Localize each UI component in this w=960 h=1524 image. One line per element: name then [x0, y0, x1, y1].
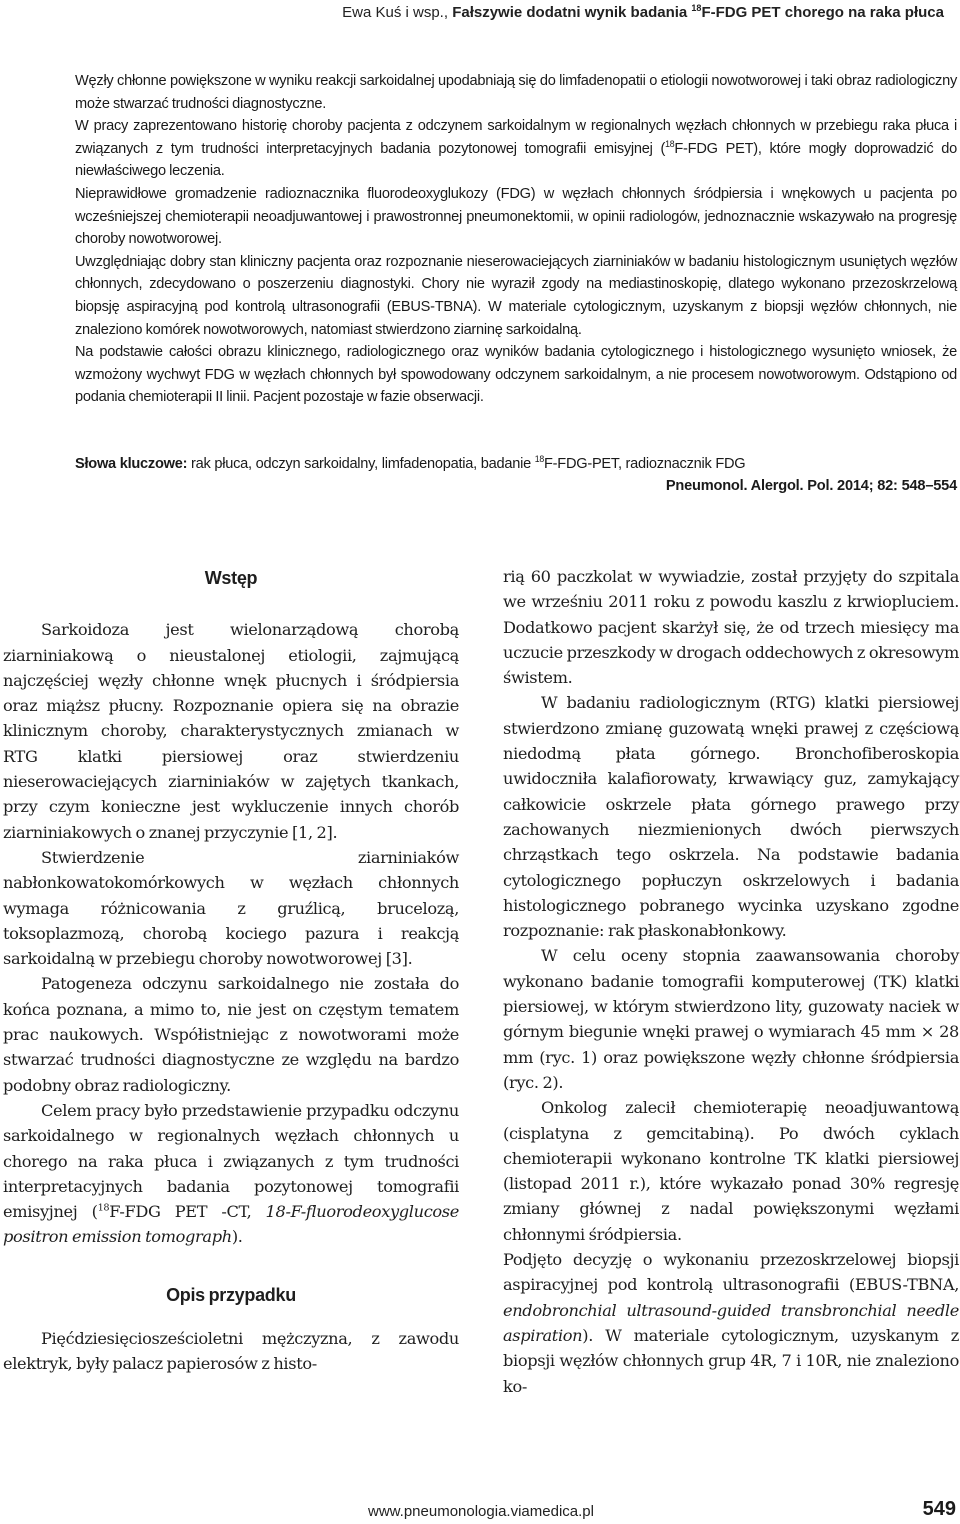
abstract-p2-sup: 18: [665, 138, 675, 149]
keywords-text: rak płuca, odczyn sarkoidalny, limfadenopatia, badanie: [187, 456, 535, 472]
right-paragraph-2: W badaniu radiologicznym (RTG) klatki piersiowej stwierdzono zmianę guzowatą wnęki prawej z częściową niedodmą płata górnego. Bronchofiberoskopia uwidoczniła kalafiorowaty, krwawiący guz, zamykający całkowicie oskrzele płata górnego prawego przy zachowanych niezmienionych dwóch pierwszych chrząstkach tego oskrzela. Na podstawie badania cytologicznego popłuczyn oskrzelowych i badania histologicznego pobranego wycinka uzyskano zgodne rozpoznanie: rak płaskonabłonkowy.: [503, 693, 959, 941]
citation: Pneumonol. Alergol. Pol. 2014; 82: 548–554: [665, 478, 957, 494]
abstract-paragraph-1: Węzły chłonne powiększone w wyniku reakcji sarkoidalnej upodabniają się do limfadenopatii o etiologii nowotworowej i taki obraz radiologiczny może stwarzać trudności diagnostyczne.: [75, 73, 957, 112]
right-p5-italic: endobronchial ultrasound-guided transbronchial needle aspiration: [503, 1300, 959, 1345]
intro-p4-sup: 18: [97, 1202, 110, 1214]
intro-paragraph-3: Patogeneza odczynu sarkoidalnego nie została do końca poznana, a mimo to, nie jest on częstym tematem prac naukowych. Współistniejąc z nowotworami może stwarzać trudności diagnostyczne ze względu na bardzo podobny obraz radiologiczny.: [3, 974, 459, 1095]
title-superscript: 18: [691, 3, 702, 13]
intro-paragraph-2: Stwierdzenie ziarniniaków nabłonkowatokomórkowych w węzłach chłonnych wymaga różnicowania z gruźlicą, brucelozą, toksoplazmozą, chorobą kociego pazura i reakcją sarkoidalną w przebiegu choroby nowotworowej [3].: [3, 847, 459, 969]
right-paragraph-1: rią 60 paczkolat w wywiadzie, został przyjęty do szpitala we wrześniu 2011 roku z powodu kaszlu z krwiopluciem. Dodatkowo pacjent skarżył się, że od trzech miesięcy ma uczucie przeszkody w drogach oddechowych z okresowym świstem.: [503, 567, 959, 688]
keywords-label: Słowa kluczowe:: [75, 456, 188, 472]
abstract-p2-text-end: F-FDG PET), które mogły doprowadzić do niewłaściwego leczenia.: [75, 140, 958, 180]
right-paragraph-4: Onkolog zalecił chemioterapię neoadjuwantową (cisplatyna z gemcitabiną). Po dwóch cyklach chemioterapii wykonano kontrolne TK klatki piersiowej (listopad 2011 r.), które wykazało ponad 30% regresję zmiany głównej z nadal powiększonymi węzłami chłonnymi śródpiersia.: [503, 1098, 959, 1244]
abstract: [75, 70, 957, 409]
intro-paragraph-1: Sarkoidoza jest wielonarządową chorobą ziarniniakową o nieustalonej etiologii, zajmującą najczęściej węzły chłonne wnęk płucnych i śródpiersia oraz miąższ płucny. Rozpoznanie opiera się na obrazie klinicznym choroby, charakterystycznych zmianach w RTG klatki piersiowej oraz stwierdzeniu nieserowaciejących ziarniniaków w zajętych tkankach, przy czym konieczne jest wykluczenie innych chorób ziarniniakowych o znanej przyczynie [1, 2].: [3, 620, 459, 842]
abstract-paragraph-2: [75, 115, 957, 183]
page-number: 549: [922, 1498, 956, 1520]
right-p5-text: Podjęto decyzję o wykonaniu przezoskrzelowej biopsji aspiracyjnej pod kontrolą ultrasonografii (EBUS-TBNA,: [503, 1250, 959, 1295]
footer-url-link[interactable]: www.pneumonologia.viamedica.pl: [368, 1503, 594, 1520]
intro-p4-mid: F-FDG PET -CT,: [109, 1202, 266, 1222]
keywords-sup: 18: [534, 454, 544, 465]
intro-paragraph-4: [3, 1098, 459, 1250]
intro-p4-end: ).: [231, 1227, 243, 1247]
section-heading-case: Opis przypadku: [166, 1284, 296, 1305]
keywords: [75, 453, 957, 475]
article-title: [452, 4, 944, 21]
right-p5-end: ). W materiale cytologicznym, uzyskanym z biopsji węzłów chłonnych grup 4R, 7 i 10R, nie znaleziono ko-: [503, 1325, 959, 1396]
keywords-text-end: F-FDG-PET, radioznacznik FDG: [544, 456, 746, 472]
intro-p4-text: Celem pracy było przedstawienie przypadku odczynu sarkoidalnego w regionalnych węzłach chłonnych u chorego na raka płuca i związanych z tym trudności interpretacyjnych badania pozytonowej tomografii emisyjnej (: [3, 1100, 459, 1222]
abstract-p2-text: W pracy zaprezentowano historię choroby pacjenta z odczynem sarkoidalnym w regionalnych węzłach chłonnych w przebiegu raka płuca i związanych z tym trudności interpretacyjnych badania pozytonowej tomografii emisyjnej (: [75, 118, 957, 157]
abstract-paragraph-3: Nieprawidłowe gromadzenie radioznacznika fluorodeoxyglukozy (FDG) w węzłach chłonnych śródpiersia i wnękowych u pacjenta po wcześniejszej chemioterapii neoadjuwantowej i prawostronnej pneumonektomii, w opinii radiologów, jednoznacznie wskazywało na progresję choroby nowotworowej.: [75, 185, 957, 248]
running-head: [0, 4, 944, 21]
case-paragraph-1: Pięćdziesięciosześcioletni mężczyzna, z zawodu elektryk, były palacz papierosów z histo-: [3, 1329, 459, 1374]
right-column: [503, 564, 959, 1399]
right-paragraph-3: W celu oceny stopnia zaawansowania choroby wykonano badanie tomografii komputerowej (TK) klatki piersiowej, w którym stwierdzono lity, guzowaty naciek w górnym biegunie wnęki prawej o wymiarach 45 mm × 28 mm (ryc. 1) oraz powiększone węzły chłonne śródpiersia (ryc. 2).: [503, 946, 959, 1092]
abstract-paragraph-4: Uwzględniając dobry stan kliniczny pacjenta oraz rozpoznanie nieserowaciejących ziarniniaków w badaniu histologicznym usuniętych węzłów chłonnych, zdecydowano o poszerzeniu diagnostyki. Chory nie wyraził zgody na mediastinoskopię, dlatego wykonano przezoskrzelową biopsję aspiracyjną pod kontrolą ultrasonografii (EBUS-TBNA). W materiale cytologicznym, uzyskanym z biopsji węzłów chłonnych, nie znaleziono komórek nowotworowych, natomiast stwierdzono ziarninę sarkoidalną.: [75, 253, 957, 338]
section-heading-intro: Wstęp: [204, 568, 258, 588]
title-text: Fałszywie dodatni wynik badania: [452, 4, 692, 21]
header-separator: ,: [443, 4, 453, 21]
right-paragraph-5: [503, 1247, 959, 1399]
header-authors: Ewa Kuś i wsp.: [342, 4, 444, 21]
intro-p4-italic: 18-F-fluorodeoxyglucose positron emission tomograph: [3, 1202, 459, 1247]
left-column: [3, 564, 459, 1377]
abstract-paragraph-5: Na podstawie całości obrazu klinicznego, radiologicznego oraz wyników badania cytologicznego i histologicznego wysunięto wniosek, że wzmożony wychwyt FDG w węzłach chłonnych był spowodowany odczynem sarkoidalnym, a nie procesem nowotworowym. Odstąpiono od podania chemioterapii II linii. Pacjent pozostaje w fazie obserwacji.: [75, 344, 957, 406]
title-text-end: F-FDG PET chorego na raka płuca: [701, 4, 944, 21]
